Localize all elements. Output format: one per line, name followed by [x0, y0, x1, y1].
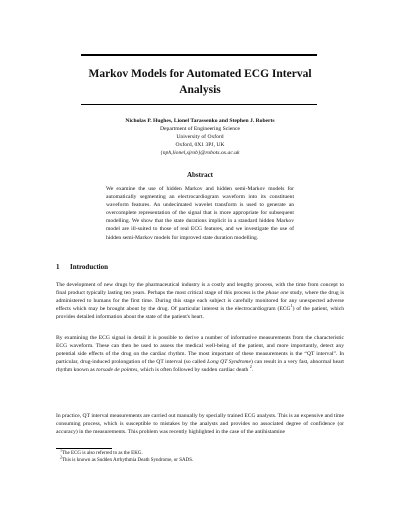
title-top-rule [81, 54, 317, 56]
intro-paragraph-3: In practice, QT interval measurements are carried out manually by specially trained ECG analysts. This is an expensive and time consuming process, which is susceptible to mistakes by the analysts and provides no associated degree of confidence (or accuracy) in the measurements. This problem was recently highlighted in the case of the antihistamine [56, 413, 344, 436]
affiliation-city: Oxford, 0X1 3PJ, UK [175, 142, 225, 148]
text-run: ) of the patient, which provides detailed information about the state of the patient's heart. [56, 306, 344, 321]
footnote-ref-2: 2 [249, 364, 252, 370]
footnote-ref-1: 1 [290, 303, 293, 309]
emphasis-long-qt: Long QT Syndrome [207, 359, 251, 366]
footnote-text: This is known as Sudden Arrhythmia Death Syndrome, or SADS. [62, 458, 194, 463]
footnote-mark: 2 [60, 454, 62, 460]
affiliation-department: Department of Engineering Science [160, 126, 240, 132]
author-emails: {nph,lionel,sjrob}@robots.ox.ac.uk [160, 150, 240, 156]
footnote-rule [56, 448, 112, 449]
title-bottom-rule [81, 104, 317, 105]
author-list: Nicholas P. Hughes, Lionel Tarassenko and Stephen J. Roberts [125, 118, 275, 124]
footnote-1 [60, 447, 143, 460]
abstract-heading: Abstract [186, 171, 214, 179]
text-run: study, where the drug is administered to humans for the first time. During this stage each subject is carefully monitored for any unexpected adverse effects which may be brought about by the drug. Of particular interest is the electrocardiogram (ECG [56, 290, 344, 313]
section-title: Introduction [70, 263, 108, 271]
text-run: , which is often followed by sudden cardiac death [137, 367, 250, 374]
emphasis-torsade: torsade de pointes [96, 367, 138, 374]
section-number: 1 [56, 263, 60, 271]
abstract-text: We examine the use of hidden Markov and hidden semi-Markov models for automatically segmenting an electrocardiogram waveform into its constituent waveform features. An undecimated wavelet transform is used to generate an overcomplete representation of the signal that is more appropriate for subsequent modelling. We show that the state durations implicit in a standard hidden Markov model are ill-suited to those of real ECG features, and we investigate the use of hidden semi-Markov models for improved state duration modelling. [106, 186, 294, 241]
intro-paragraph-1 [56, 281, 344, 321]
footnote-2 [60, 454, 194, 464]
text-run: ) can result in a very fast, abnormal heart rhythm known as [56, 359, 344, 374]
footnote-mark: 1 [60, 447, 62, 453]
section-heading [56, 263, 108, 271]
text-run: By examining the ECG signal in detail it is possible to derive a number of informative measurements from the characteristic ECG waveform. These can then be used to assess the medical well-being of the patient, and more importantly, detect any potential side effects of the drug on the cardiac rhythm. The most important of these measurements is the “QT interval”. In particular, drug-induced prolongation of the QT interval (so called [56, 335, 344, 366]
footnote-text: The ECG is also referred to as the EKG. [62, 451, 143, 456]
text-run: The development of new drugs by the pharmaceutical industry is a costly and lengthy process, with the time from concept to final product typically lasting ten years. Perhaps the most critical stage of this process is the [56, 282, 344, 297]
intro-paragraph-2 [56, 334, 344, 374]
paper-title: Markov Models for Automated ECG Interval Analysis [88, 68, 312, 96]
text-run: . [251, 367, 254, 374]
affiliation-university: University of Oxford [176, 134, 224, 140]
emphasis-phase-one: phase one [265, 290, 289, 297]
